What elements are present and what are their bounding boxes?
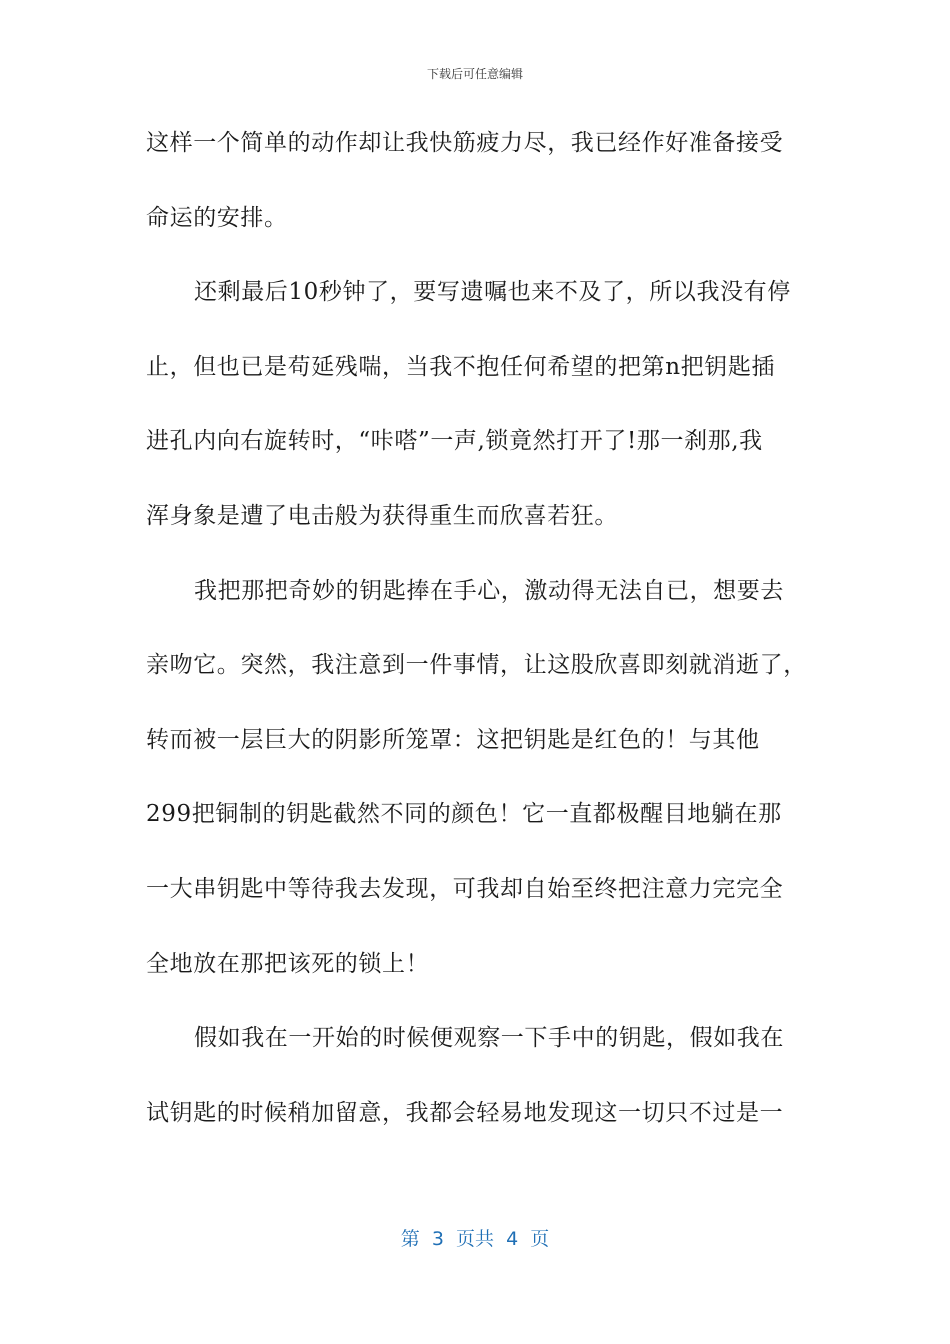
paragraph-start-line: 我把那把奇妙的钥匙捧在手心，激动得无法自已，想要去 [194, 577, 784, 604]
text-line: 试钥匙的时候稍加留意，我都会轻易地发现这一切只不过是一 [146, 1099, 784, 1126]
text-line: 止，但也已是苟延残喘，当我不抱任何希望的把第n把钥匙插 [146, 353, 776, 380]
text-line: 全地放在那把该死的锁上！ [146, 950, 430, 977]
text-line: 转而被一层巨大的阴影所笼罩：这把钥匙是红色的！与其他 [146, 726, 760, 753]
text-line: 浑身象是遭了电击般为获得重生而欣喜若狂。 [146, 502, 618, 529]
text-line: 命运的安排。 [146, 204, 288, 231]
paragraph-start-line: 还剩最后10秒钟了，要写遗嘱也来不及了，所以我没有停 [194, 279, 791, 306]
text-line: 299把铜制的钥匙截然不同的颜色！它一直都极醒目地躺在那 [146, 801, 782, 828]
text-line: 一大串钥匙中等待我去发现，可我却自始至终把注意力完完全 [146, 875, 784, 902]
text-line: 进孔内向右旋转时，“咔嗒”一声,锁竟然打开了!那一刹那,我 [146, 428, 763, 455]
page-number: 第 3 页共 4 页 [400, 1228, 550, 1250]
text-line: 亲吻它。突然，我注意到一件事情，让这股欣喜即刻就消逝了， [146, 652, 807, 679]
document-body [146, 117, 806, 1161]
text-line: 这样一个简单的动作却让我快筋疲力尽，我已经作好准备接受 [146, 130, 784, 156]
paragraph-start-line: 假如我在一开始的时候便观察一下手中的钥匙，假如我在 [194, 1025, 784, 1052]
header-note: 下载后可任意编辑 [426, 67, 523, 81]
